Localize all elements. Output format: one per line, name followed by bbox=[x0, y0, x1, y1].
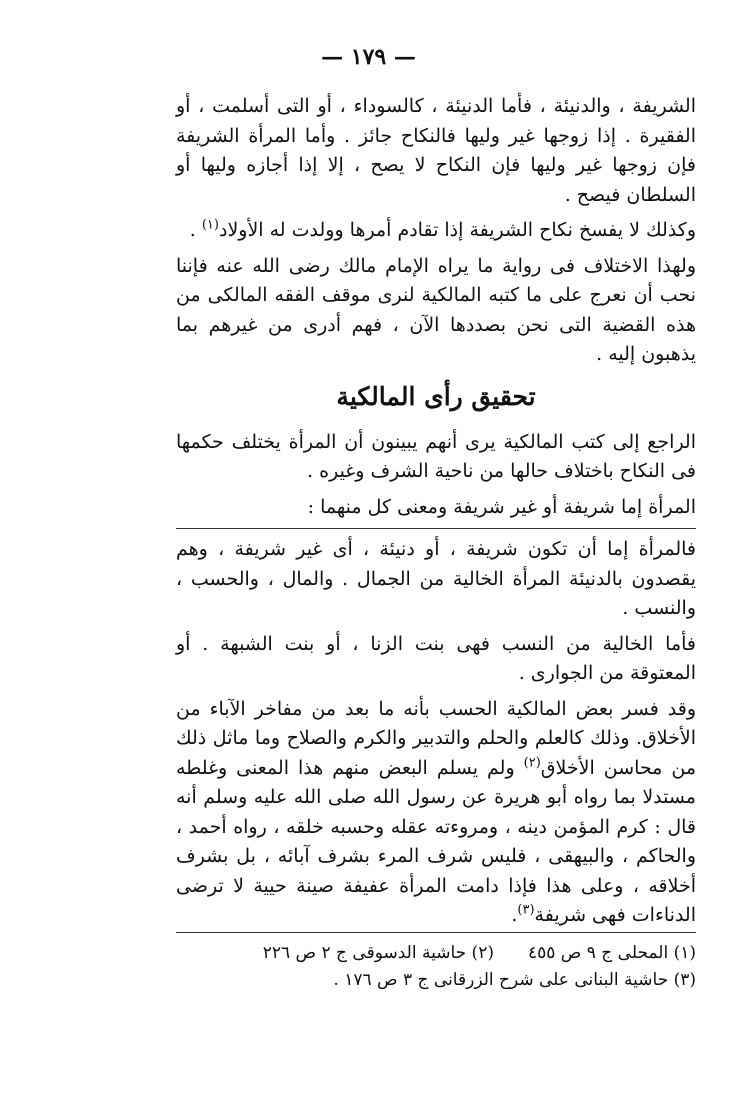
section-paragraph-1: الراجع إلى كتب المالكية يرى أنهم يبينون أن المرأة يختلف حكمها فى النكاح باختلاف حالها من ناحية الشرف وغيره . bbox=[176, 430, 696, 482]
main-text bbox=[176, 92, 696, 937]
footnote-3: (٣) حاشية البنانى على شرح الزرقانى ج ٣ ص ١٧٦ . bbox=[333, 970, 696, 990]
paragraph-3: ولهذا الاختلاف فى رواية ما يراه الإمام مالك رضى الله عنه فإننا نحب أن نعرج على ما كتبه المالكية لنرى موقف الفقه المالكى من هذه القضية التى نحن بصددها الآن ، فهم أدرى من غيرهم بما يذهبون إليه . bbox=[176, 254, 696, 365]
footnote-1: (١) المحلى ج ٩ ص ٤٥٥ bbox=[527, 943, 696, 963]
divider-line bbox=[176, 528, 696, 529]
footnote-line-2 bbox=[176, 967, 696, 994]
section-paragraph-4: فأما الخالية من النسب فهى بنت الزنا ، أو بنت الشبهة . أو المعتوقة من الجوارى . bbox=[176, 632, 696, 684]
paragraph-2-text: وكذلك لا يفسخ نكاح الشريفة إذا تقادم أمرها وولدت له الأولاد bbox=[218, 219, 696, 241]
section-paragraph-2: المرأة إما شريفة أو غير شريفة ومعنى كل منهما : bbox=[307, 495, 696, 518]
section-paragraph-5 bbox=[176, 695, 696, 931]
section-paragraph-5-part1: وقد فسر بعض المالكية الحسب بأنه ما بعد من مفاخر الآباء من الأخلاق. وذلك كالعلم والحلم والتدبير والكرم والصلاح وما ماثل ذلك من محاسن الأخلاق bbox=[176, 697, 696, 779]
footnote-marker-1: (١) bbox=[201, 217, 219, 233]
section-paragraph-5-part2: ولم يسلم البعض منهم هذا المعنى وغلطه مستدلا بما رواه أبو هريرة عن رسول الله صلى الله عليه وسلم أنه قال : كرم المؤمن دينه ، ومروءته عقله وحسبه خلقه ، رواه أحمد ، والحاكم ، والبيهقى ، فليس شرف المرء بشرف آبائه ، بل بشرف أخلاقه ، وعلى هذا فإذا دامت المرأة عفيفة صينة حيية لا ترضى الدناءات فهى شريفة bbox=[176, 756, 696, 926]
footnote-marker-2: (٢) bbox=[523, 755, 541, 771]
footnote-divider bbox=[176, 932, 696, 933]
page-number: — ١٧٩ — bbox=[321, 44, 416, 70]
footnote-line-1 bbox=[176, 940, 696, 967]
paragraph-1: الشريفة ، والدنيئة ، فأما الدنيئة ، كالسوداء ، أو التى أسلمت ، أو الفقيرة . إذا زوجها غير وليها فالنكاح جائز . وأما المرأة الشريفة فإن زوجها غير وليها فإن النكاح لا يصح ، إلا إذا أجازه وليها أو السلطان فيصح . bbox=[176, 95, 696, 206]
footnote-marker-3: (٣) bbox=[517, 902, 535, 918]
section-heading: تحقيق رأى المالكية bbox=[336, 381, 536, 411]
footnote-2: (٢) حاشية الدسوقى ج ٢ ص ٢٢٦ bbox=[262, 943, 494, 963]
footnotes bbox=[176, 940, 696, 994]
section-paragraph-5-end: . bbox=[511, 904, 518, 926]
paragraph-2-end: . bbox=[189, 219, 202, 241]
section-paragraph-3: فالمرأة إما أن تكون شريفة ، أو دنيئة ، أى غير شريفة ، وهم يقصدون بالدنيئة المرأة الخالية من الجمال . والمال ، والحسب ، والنسب . bbox=[176, 538, 696, 619]
paragraph-2 bbox=[176, 216, 696, 246]
